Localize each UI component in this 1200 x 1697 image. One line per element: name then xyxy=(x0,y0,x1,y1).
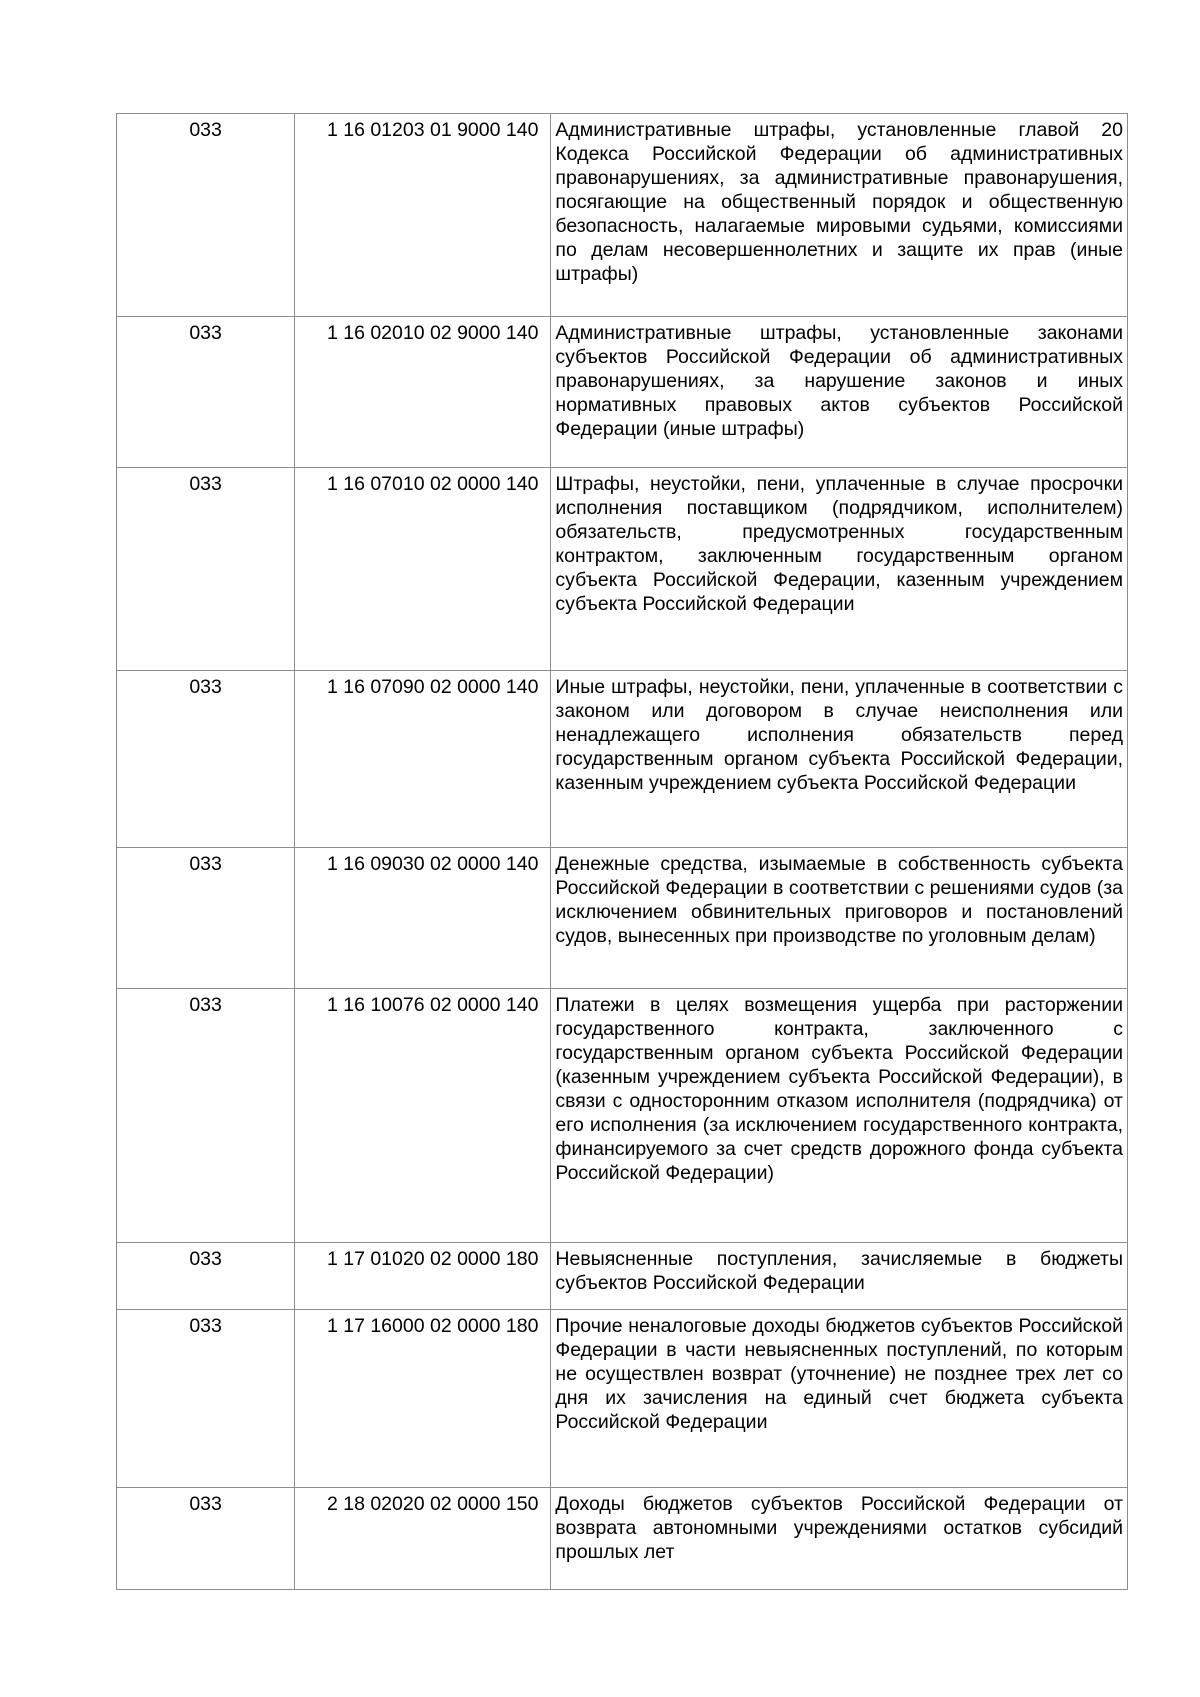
administrator-code-cell: 033 xyxy=(117,468,295,671)
revenue-description-cell: Прочие неналоговые доходы бюджетов субъектов Российской Федерации в части невыясненных поступлений, по которым не осуществлен возврат (уточнение) не позднее трех лет со дня их зачисления на единый счет бюджета субъекта Российской Федерации xyxy=(551,1310,1128,1488)
revenue-description-cell: Доходы бюджетов субъектов Российской Федерации от возврата автономными учреждениями остатков субсидий прошлых лет xyxy=(551,1488,1128,1590)
administrator-code-cell: 033 xyxy=(117,1243,295,1310)
administrator-code-cell: 033 xyxy=(117,1488,295,1590)
revenue-description-cell: Административные штрафы, установленные главой 20 Кодекса Российской Федерации об административных правонарушениях, за административные правонарушения, посягающие на общественный порядок и общественную безопасность, налагаемые мировыми судьями, комиссиями по делам несовершеннолетних и защите их прав (иные штрафы) xyxy=(551,114,1128,317)
revenue-description-cell: Штрафы, неустойки, пени, уплаченные в случае просрочки исполнения поставщиком (подрядчиком, исполнителем) обязательств, предусмотренных государственным контрактом, заключенным государственным органом субъекта Российской Федерации, казенным учреждением субъекта Российской Федерации xyxy=(551,468,1128,671)
administrator-code-cell: 033 xyxy=(117,989,295,1243)
budget-classification-code-cell: 2 18 02020 02 0000 150 xyxy=(295,1488,551,1590)
table-row xyxy=(117,848,1128,989)
administrator-code-cell: 033 xyxy=(117,1310,295,1488)
table-row xyxy=(117,1243,1128,1310)
table-row xyxy=(117,1310,1128,1488)
budget-classification-code-cell: 1 17 01020 02 0000 180 xyxy=(295,1243,551,1310)
revenue-description-cell: Платежи в целях возмещения ущерба при расторжении государственного контракта, заключенного с государственным органом субъекта Российской Федерации (казенным учреждением субъекта Российской Федерации), в связи с односторонним отказом исполнителя (подрядчика) от его исполнения (за исключением государственного контракта, финансируемого за счет средств дорожного фонда субъекта Российской Федерации) xyxy=(551,989,1128,1243)
revenue-description-cell: Административные штрафы, установленные законами субъектов Российской Федерации об административных правонарушениях, за нарушение законов и иных нормативных правовых актов субъектов Российской Федерации (иные штрафы) xyxy=(551,317,1128,468)
table-row xyxy=(117,989,1128,1243)
table-row xyxy=(117,317,1128,468)
administrator-code-cell: 033 xyxy=(117,114,295,317)
table-row xyxy=(117,1488,1128,1590)
administrator-code-cell: 033 xyxy=(117,317,295,468)
administrator-code-cell: 033 xyxy=(117,671,295,848)
budget-classification-code-cell: 1 16 10076 02 0000 140 xyxy=(295,989,551,1243)
revenue-description-cell: Денежные средства, изымаемые в собственность субъекта Российской Федерации в соответствии с решениями судов (за исключением обвинительных приговоров и постановлений судов, вынесенных при производстве по уголовным делам) xyxy=(551,848,1128,989)
table-row xyxy=(117,468,1128,671)
budget-classification-code-cell: 1 16 09030 02 0000 140 xyxy=(295,848,551,989)
budget-classification-code-cell: 1 16 07090 02 0000 140 xyxy=(295,671,551,848)
budget-classification-code-cell: 1 17 16000 02 0000 180 xyxy=(295,1310,551,1488)
table-row xyxy=(117,114,1128,317)
budget-classification-code-cell: 1 16 01203 01 9000 140 xyxy=(295,114,551,317)
budget-classification-code-cell: 1 16 02010 02 9000 140 xyxy=(295,317,551,468)
revenue-code-table xyxy=(116,113,1128,1590)
administrator-code-cell: 033 xyxy=(117,848,295,989)
revenue-description-cell: Иные штрафы, неустойки, пени, уплаченные в соответствии с законом или договором в случае неисполнения или ненадлежащего исполнения обязательств перед государственным органом субъекта Российской Федерации, казенным учреждением субъекта Российской Федерации xyxy=(551,671,1128,848)
budget-classification-code-cell: 1 16 07010 02 0000 140 xyxy=(295,468,551,671)
revenue-description-cell: Невыясненные поступления, зачисляемые в бюджеты субъектов Российской Федерации xyxy=(551,1243,1128,1310)
table-row xyxy=(117,671,1128,848)
